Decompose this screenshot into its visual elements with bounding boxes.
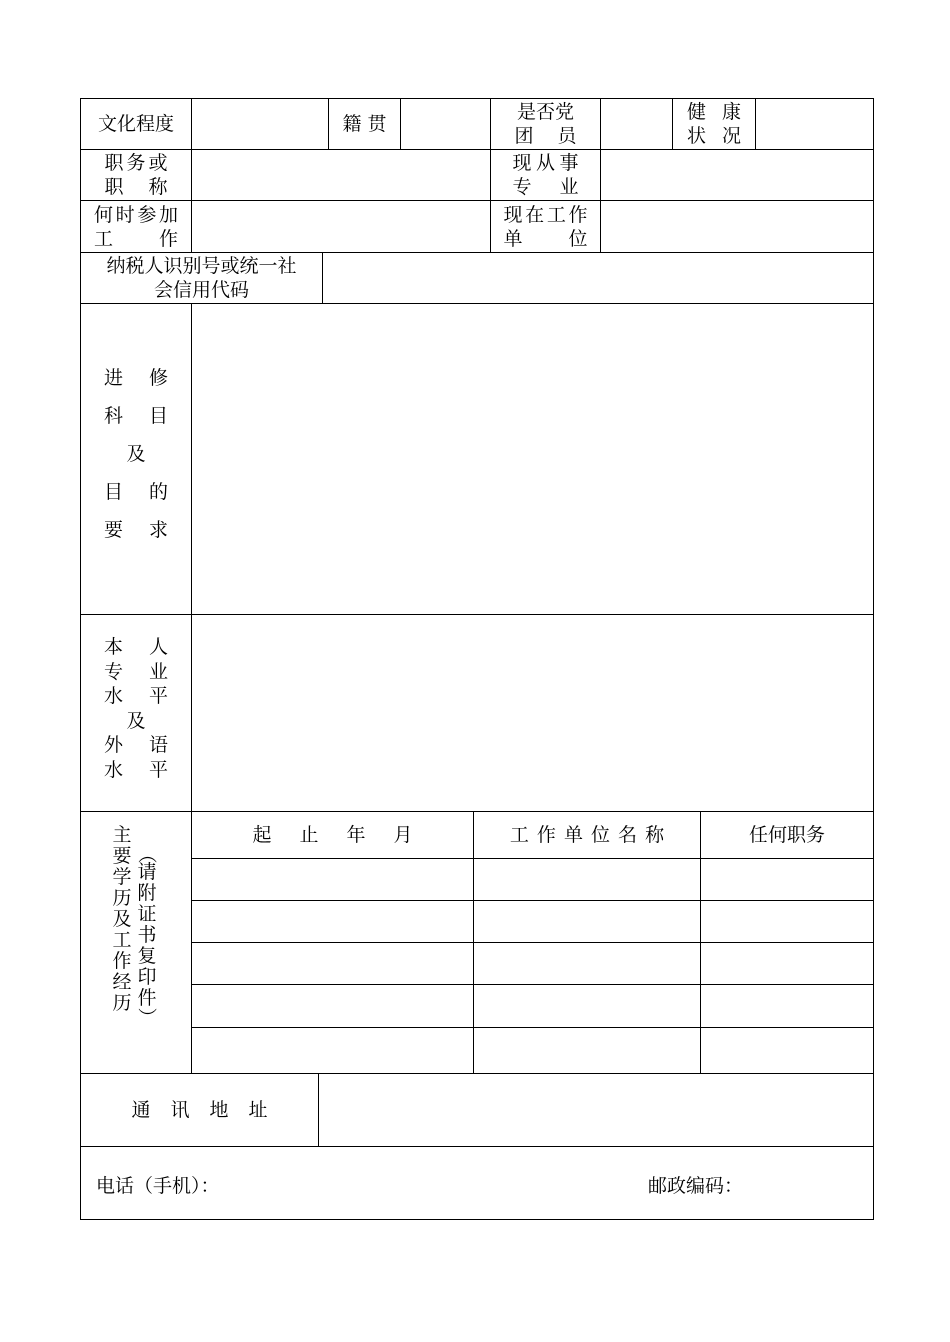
- health-label: 健 康 状 况: [687, 101, 741, 147]
- tax-id-field[interactable]: [323, 253, 873, 303]
- rule: [80, 1219, 874, 1220]
- postcode-field[interactable]: [748, 1174, 868, 1198]
- professional-level-label: 本 人 专 业 水 平 及 外 语 水 平: [104, 636, 168, 781]
- vertical-char: 及: [112, 908, 132, 930]
- history-position-field[interactable]: [701, 901, 873, 942]
- major-field[interactable]: [601, 150, 873, 200]
- history-unit-field[interactable]: [474, 1028, 700, 1073]
- vertical-char: 工: [112, 929, 132, 951]
- history-position-field[interactable]: [701, 985, 873, 1027]
- job-title-label: 职务或 职 称: [104, 152, 168, 198]
- vertical-char: （: [135, 844, 158, 864]
- vertical-char: 书: [137, 924, 157, 946]
- vertical-char: 请: [137, 861, 157, 883]
- employer-label: 现在工作 单 位: [503, 203, 588, 250]
- vertical-char: 经: [112, 971, 132, 993]
- history-period-field[interactable]: [192, 901, 473, 942]
- history-unit-field[interactable]: [474, 859, 700, 900]
- vertical-char: 主: [112, 824, 132, 846]
- history-note: [136, 846, 158, 1025]
- vertical-char: 复: [137, 945, 157, 967]
- vertical-char: 印: [137, 966, 157, 988]
- vertical-char: 件: [137, 987, 157, 1009]
- professional-level-field[interactable]: [192, 615, 873, 811]
- study-goals-field[interactable]: [192, 304, 873, 614]
- employer-field[interactable]: [601, 201, 873, 252]
- education-field[interactable]: [192, 99, 328, 149]
- address-field[interactable]: [319, 1074, 873, 1146]
- party-member-label: 是否党 团 员: [514, 101, 577, 147]
- vertical-char: 证: [137, 903, 157, 925]
- vertical-char: 作: [112, 950, 132, 972]
- education-label: 文化程度: [97, 113, 174, 135]
- tax-id-label: 纳税人识别号或统一社 会信用代码: [106, 255, 297, 301]
- history-position-field[interactable]: [701, 1028, 873, 1073]
- vertical-char: ）: [135, 1007, 158, 1027]
- history-period-field[interactable]: [192, 943, 473, 984]
- health-field[interactable]: [756, 99, 873, 149]
- work-start-label: 何时参加 工 作: [94, 203, 178, 250]
- history-unit-field[interactable]: [474, 985, 700, 1027]
- col-header-unit: 工 作 单 位 名 称: [509, 824, 665, 846]
- history-period-field[interactable]: [192, 1028, 473, 1073]
- history-position-field[interactable]: [701, 943, 873, 984]
- history-unit-field[interactable]: [474, 943, 700, 984]
- phone-field[interactable]: [228, 1174, 528, 1198]
- phone-label: 电话（手机）：: [96, 1175, 220, 1197]
- vertical-char: 要: [112, 845, 132, 867]
- native-place-field[interactable]: [401, 99, 490, 149]
- history-unit-field[interactable]: [474, 901, 700, 942]
- history-label: [111, 825, 133, 1014]
- address-label: 通 讯 地 址: [131, 1099, 268, 1121]
- job-title-field[interactable]: [192, 150, 490, 200]
- major-label: 现从事 专 业: [512, 152, 579, 198]
- postcode-label: 邮政编码：: [648, 1175, 744, 1197]
- vertical-char: 历: [112, 992, 132, 1014]
- rule: [80, 1146, 874, 1147]
- party-member-field[interactable]: [601, 99, 672, 149]
- rule: [873, 98, 874, 1220]
- col-header-period: 起 止 年 月: [252, 824, 413, 846]
- vertical-char: 历: [112, 887, 132, 909]
- vertical-char: 学: [112, 866, 132, 888]
- native-place-label: 籍 贯: [342, 113, 387, 135]
- col-header-position: 任何职务: [748, 824, 825, 846]
- vertical-char: 附: [137, 882, 157, 904]
- history-position-field[interactable]: [701, 859, 873, 900]
- history-period-field[interactable]: [192, 859, 473, 900]
- study-goals-label: 进 修 科 目 及 目 的 要 求: [104, 367, 168, 541]
- history-period-field[interactable]: [192, 985, 473, 1027]
- work-start-field[interactable]: [192, 201, 490, 252]
